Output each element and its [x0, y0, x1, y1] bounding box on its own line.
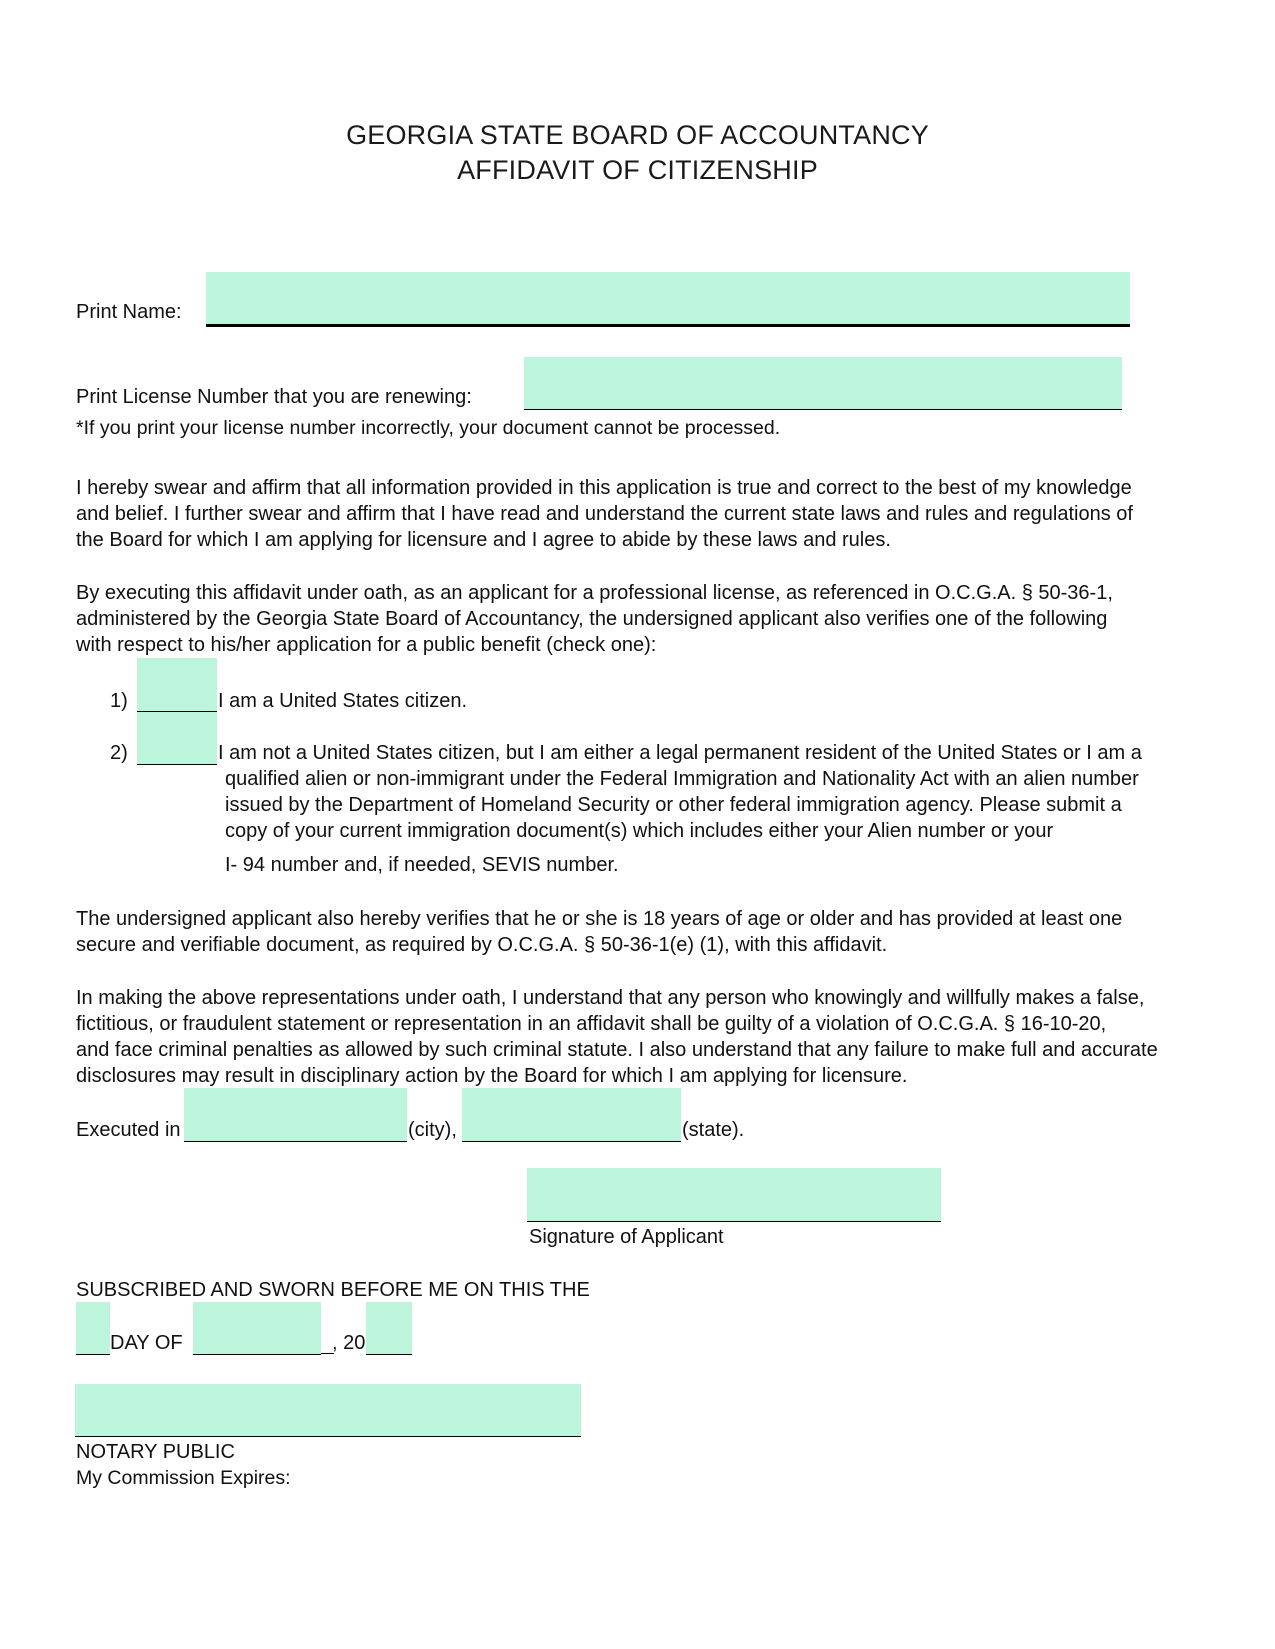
- option-1-number: 1): [110, 690, 128, 712]
- state-suffix: (state).: [682, 1119, 745, 1141]
- option-2-number: 2): [110, 742, 128, 764]
- month-field[interactable]: [193, 1302, 321, 1355]
- penalty-line: fictitious, or fraudulent statement or representation in an affidavit shall be guilty of a violation of O.C.G.A. § 16-10-20,: [76, 1013, 1107, 1035]
- option-1-check-field[interactable]: [137, 658, 217, 712]
- city-field[interactable]: [184, 1088, 407, 1142]
- signature-label: Signature of Applicant: [529, 1226, 724, 1248]
- print-name-field[interactable]: [206, 272, 1130, 327]
- document-title-line2: AFFIDAVIT OF CITIZENSHIP: [457, 155, 818, 185]
- year-field[interactable]: [366, 1302, 412, 1355]
- option-1-text: I am a United States citizen.: [218, 690, 468, 712]
- option-2-text-line: I- 94 number and, if needed, SEVIS number.: [225, 854, 619, 876]
- oath-line: I hereby swear and affirm that all information provided in this application is true and correct to the best of my knowledge: [76, 477, 1132, 499]
- age-line: secure and verifiable document, as required by O.C.G.A. § 50-36-1(e) (1), with this affidavit.: [76, 934, 888, 956]
- sworn-statement: SUBSCRIBED AND SWORN BEFORE ME ON THIS THE: [76, 1279, 590, 1301]
- license-warning-note: *If you print your license number incorrectly, your document cannot be processed.: [76, 417, 781, 439]
- penalty-line: disclosures may result in disciplinary action by the Board for which I am applying for licensure.: [76, 1065, 908, 1087]
- applicant-signature-field[interactable]: [527, 1168, 941, 1222]
- penalty-paragraph: [76, 985, 1206, 1089]
- day-field[interactable]: [76, 1302, 110, 1355]
- print-name-label: Print Name:: [76, 301, 182, 323]
- license-number-label: Print License Number that you are renewing:: [76, 386, 472, 408]
- oath-line: and belief. I further swear and affirm that I have read and understand the current state laws and rules and regulations of: [76, 503, 1133, 525]
- option-2-text-line: qualified alien or non-immigrant under the Federal Immigration and Nationality Act with an alien number: [225, 768, 1139, 790]
- state-field[interactable]: [462, 1088, 681, 1142]
- option-2-check-field[interactable]: [137, 712, 217, 765]
- license-number-field[interactable]: [524, 357, 1122, 410]
- penalty-line: and face criminal penalties as allowed by such criminal statute. I also understand that any failure to make full and accurate: [76, 1039, 1158, 1061]
- commission-expires-label: My Commission Expires:: [76, 1467, 291, 1489]
- penalty-line: In making the above representations under oath, I understand that any person who knowingly and willfully makes a false,: [76, 987, 1145, 1009]
- age-line: The undersigned applicant also hereby verifies that he or she is 18 years of age or older and has provided at least one: [76, 908, 1123, 930]
- oath-paragraph: [76, 475, 1206, 553]
- option-2-text-line: I am not a United States citizen, but I am either a legal permanent resident of the United States or I am a: [218, 742, 1142, 764]
- option-2-text-line: copy of your current immigration document(s) which includes either your Alien number or your: [225, 820, 1054, 842]
- year-prefix: , 20: [332, 1332, 366, 1354]
- executing-line: administered by the Georgia State Board of Accountancy, the undersigned applicant also verifies one of the following: [76, 608, 1108, 630]
- executed-in-label: Executed in: [76, 1119, 181, 1141]
- executing-line: By executing this affidavit under oath, as an applicant for a professional license, as referenced in O.C.G.A. § 50-36-1,: [76, 582, 1113, 604]
- day-of-label: DAY OF: [110, 1332, 183, 1354]
- executing-line: with respect to his/her application for a public benefit (check one):: [76, 634, 657, 656]
- option-2-text-line: issued by the Department of Homeland Security or other federal immigration agency. Please submit a: [225, 794, 1122, 816]
- document-title-line1: GEORGIA STATE BOARD OF ACCOUNTANCY: [346, 120, 929, 150]
- notary-public-label: NOTARY PUBLIC: [76, 1441, 235, 1463]
- notary-signature-field[interactable]: [75, 1384, 581, 1437]
- age-verification-paragraph: [76, 906, 1206, 958]
- executing-paragraph: [76, 580, 1206, 658]
- city-suffix: (city),: [408, 1119, 457, 1141]
- oath-line: the Board for which I am applying for licensure and I agree to abide by these laws and rules.: [76, 529, 891, 551]
